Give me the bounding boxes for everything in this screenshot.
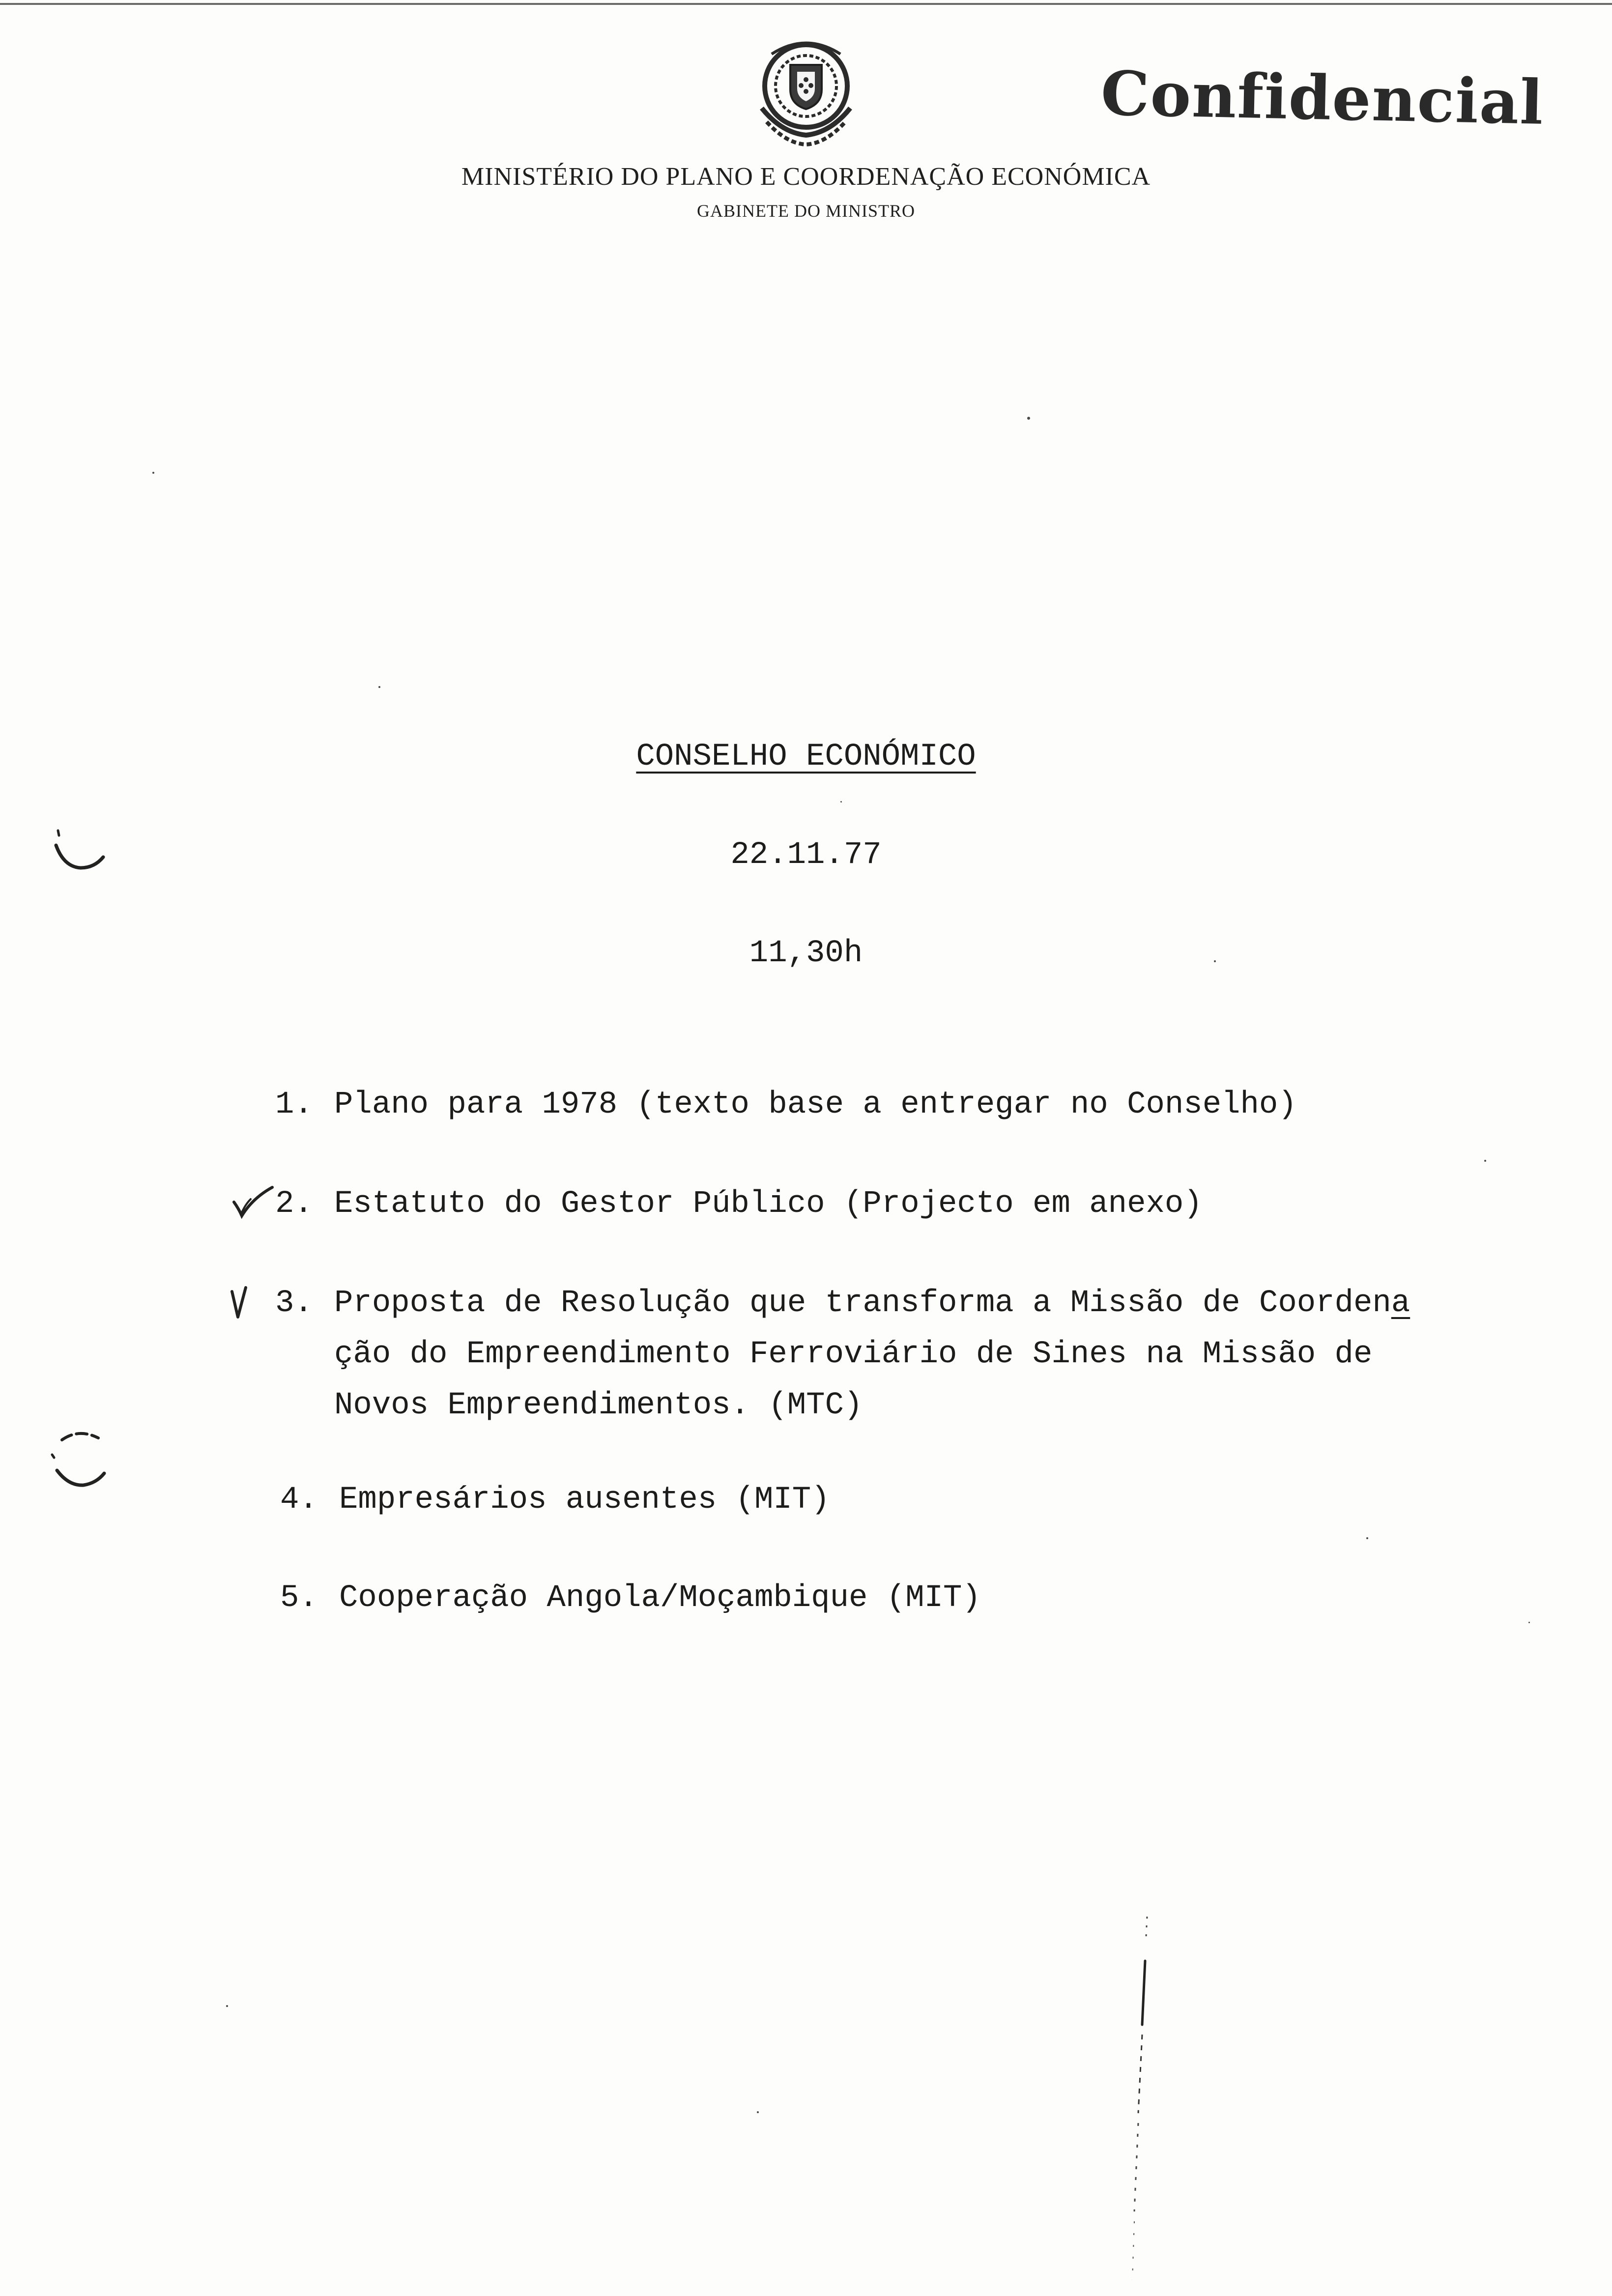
agenda-item-number: 3. [275,1286,313,1321]
scan-speck [757,2111,759,2113]
agenda-item-text [334,1278,1514,1431]
meeting-title-text: CONSELHO ECONÓMICO [636,739,976,775]
scan-speck [1528,1622,1530,1623]
meeting-time: 11,30h [749,936,863,971]
agenda-item-1 [275,1079,1504,1130]
scan-speck [840,801,842,803]
coat-of-arms-emblem [752,34,860,147]
scan-speck [378,686,380,688]
agenda-item-text: Cooperação Angola/Moçambique (MIT) [339,1580,981,1616]
handwritten-curve-icon [49,826,108,880]
agenda-item-number: 4. [280,1482,318,1518]
confidential-stamp: Confidencial [1100,58,1545,139]
ministry-name: MINISTÉRIO DO PLANO E COORDENAÇÃO ECONÓMICA [461,163,1151,191]
agenda-item-number: 5. [280,1580,318,1616]
agenda-item-3 [275,1278,1504,1431]
scan-speck [226,2005,228,2007]
scan-speck [1214,960,1216,962]
cabinet-name: GABINETE DO MINISTRO [697,201,915,221]
agenda-item-line-1: Proposta de Resolução que transforma a Missão de Coordena [334,1286,1410,1321]
agenda-item-2 [275,1178,1504,1230]
agenda-item-number: 2. [275,1186,313,1222]
handwritten-tick-icon [229,1285,249,1324]
agenda-item-4 [280,1474,1509,1525]
scan-speck [152,472,154,474]
agenda-item-text: Plano para 1978 (texto base a entregar no Conselho) [334,1087,1297,1122]
handwritten-circle-icon [47,1425,111,1499]
meeting-date: 22.11.77 [730,837,882,873]
agenda-item-text: Empresários ausentes (MIT) [339,1482,830,1518]
meeting-title [0,739,1612,775]
agenda-item-line-3: Novos Empreendimentos. (MTC) [334,1388,863,1423]
scan-speck [1027,417,1030,420]
agenda-item-number: 1. [275,1087,313,1122]
top-edge-line [0,3,1612,5]
agenda-item-text: Estatuto do Gestor Público (Projecto em anexo) [334,1186,1203,1222]
scan-speck [1484,1160,1486,1162]
agenda-item-line-2: ção do Empreendimento Ferroviário de Sines na Missão de [334,1337,1373,1372]
scan-speck [1366,1537,1368,1539]
handwritten-check-icon [231,1183,275,1223]
handwritten-vertical-line [1125,1907,1155,2290]
agenda-item-5 [280,1573,1509,1624]
